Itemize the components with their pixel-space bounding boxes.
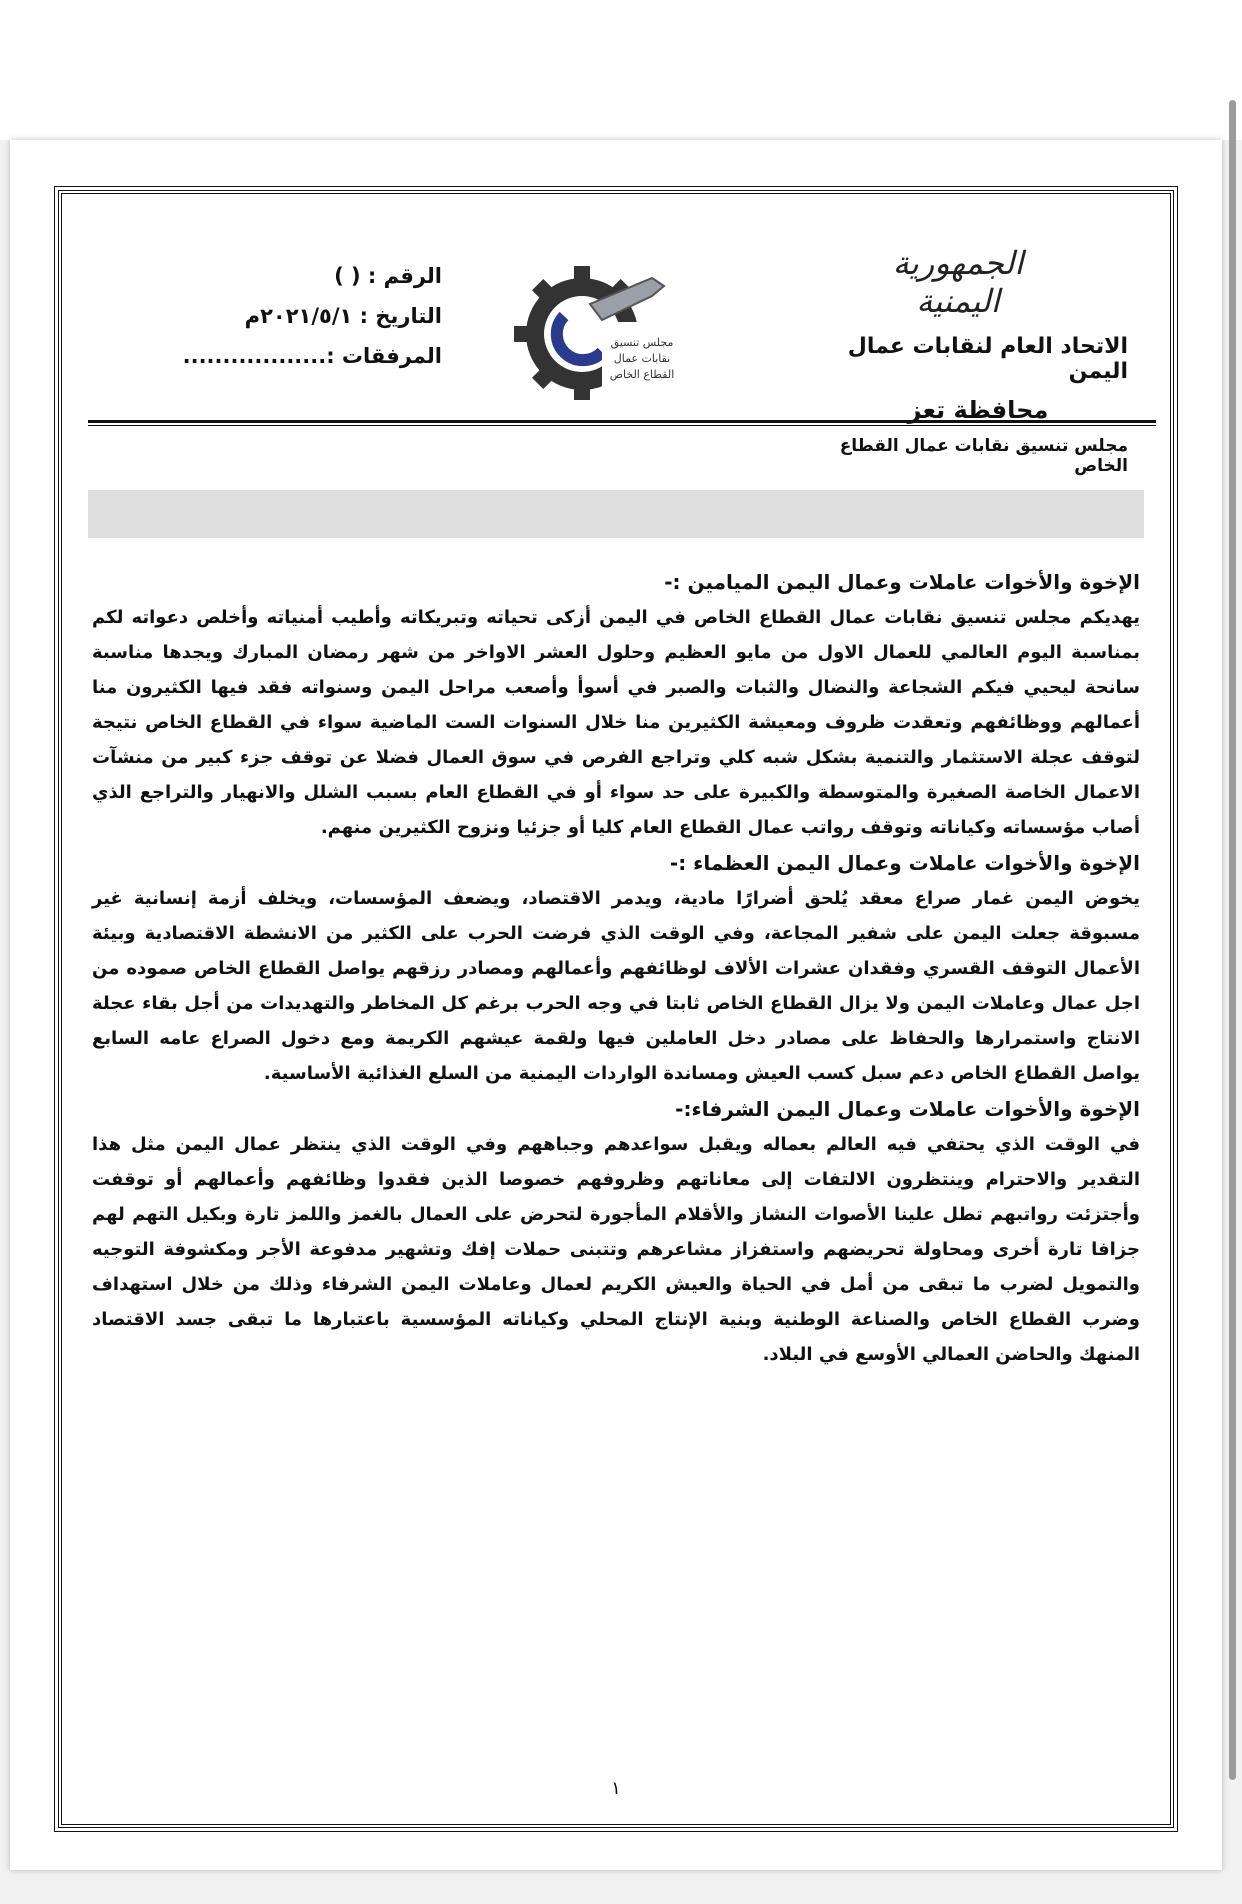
attachments: المرفقات :.................. (182, 344, 442, 368)
section-heading-3: الإخوة والأخوات عاملات وعمال اليمن الشرفاء:- (675, 1097, 1140, 1121)
grey-band (88, 490, 1144, 538)
letter-body (92, 564, 1140, 1372)
letter-date: التاريخ : ٢٠٢١/٥/١م (244, 304, 442, 328)
section-paragraph-2: يخوض اليمن غمار صراع معقد يُلحق أضرارًا مادية، ويدمر الاقتصاد، ويضعف المؤسسات، ويخلف أزمة إنسانية غير مسبوقة جعلت اليمن على شفير المجاعة، وفي الوقت الذي فرضت الحرب على الكثير من الانشطة الاقتصادية وبيئة الأعمال التوقف القسري وفقدان عشرات الألاف لوظائفهم وأعمالهم ومصادر رزقهم يواصل القطاع الخاص صموده من اجل عمال وعاملات اليمن ولا يزال القطاع الخاص ثابتا في وجه الحرب برغم كل المخاطر والتهديدات من أجل بقاء عجلة الانتاج واستمرارها والحفاظ على مصادر دخل العاملين فيها ولقمة عيشهم الكريمة ومع دخول الصراع عامه السابع يواصل القطاع الخاص دعم سبل كسب العيش ومساندة الواردات اليمنية من السلع الغذائية الأساسية. (92, 888, 1140, 1084)
governorate-name: محافظة تعز (907, 396, 1049, 424)
union-name: الاتحاد العام لنقابات عمال اليمن (847, 334, 1128, 384)
section-heading-1: الإخوة والأخوات عاملات وعمال اليمن الميامين :- (664, 570, 1140, 594)
viewer-top-area (0, 0, 1242, 140)
council-gear-logo (502, 256, 682, 406)
letterhead-right (788, 244, 1128, 476)
reference-number: الرقم : ( ) (334, 264, 442, 288)
page-number: ١ (611, 1778, 621, 1799)
section-paragraph-1: يهديكم مجلس تنسيق نقابات عمال القطاع الخاص في اليمن أزكى تحياته وتبريكاته وأطيب أمنياته وأخلص دعواته لكم بمناسبة اليوم العالمي للعمال الاول من مايو العظيم وحلول العشر الاواخر من شهر رمضان المبارك ويجدها مناسبة سانحة ليحيي فيكم الشجاعة والنضال والثبات والصبر في أسوأ وأصعب مراحل اليمن وسنواته فقد فيها الكثيرون منا أعمالهم ووظائفهم وتعقدت ظروف ومعيشة الكثيرين منا خلال السنوات الست الماضية سواء في القطاع الخاص نتيجة لتوقف عجلة الاستثمار والتنمية بشكل شبه كلي وتراجع الفرص في سوق العمال فضلا عن توقف جزء كبير من منشآت الاعمال الخاصة الصغيرة والمتوسطة والكبيرة على حد سواء أو في القطاع العام بسبب الشلل والانهيار والتراجع الذي أصاب مؤسساته وكياناته وتوقف رواتب عمال القطاع العام كليا أو جزئيا ونزوح الكثيرين منهم. (92, 607, 1140, 838)
scrollbar[interactable] (1229, 100, 1236, 1780)
header-divider (88, 420, 1156, 426)
section-paragraph-3: في الوقت الذي يحتفي فيه العالم بعماله ويقبل سواعدهم وجباههم وفي الوقت الذي ينتظر عمال اليمن مثل هذا التقدير والاحترام وينتظرون الالتفات إلى معاناتهم وظروفهم خصوصا الذين فقدوا وظائفهم وأعمالهم أو توقفت وأجتزئت رواتبهم تطل علينا الأصوات النشاز والأقلام المأجورة لتحرض على العمال بالغمز واللمز تارة وبكيل التهم لهم جزافا تارة أخرى ومحاولة تحريضهم واستفزاز مشاعرهم وتتبنى حملات إفك وتشهير مدفوعة الأجر ومكشوفة التوجيه والتمويل لضرب ما تبقى من أمل في الحياة والعيش الكريم لعمال وعاملات اليمن الشرفاء وذلك من خلال استهداف وضرب القطاع الخاص والصناعة الوطنية وبنية الإنتاج المحلي وكياناته المؤسسية باعتبارها ما تبقى جسد الاقتصاد المنهك والحاضن العمالي الأوسع في البلاد. (92, 1134, 1140, 1365)
logo-text-line-1: مجلس تنسيق (610, 336, 674, 349)
document-page (10, 140, 1222, 1870)
section-heading-2: الإخوة والأخوات عاملات وعمال اليمن العظماء :- (669, 851, 1140, 875)
logo-text-line-3: القطاع الخاص (609, 368, 675, 381)
council-name: مجلس تنسيق نقابات عمال القطاع الخاص (839, 436, 1128, 476)
letterhead-left (182, 264, 442, 384)
logo-text-line-2: نقابات عمال (613, 352, 671, 365)
republic-calligraphy: الجمهورية اليمنية (892, 244, 1024, 320)
page-border-frame (58, 190, 1174, 1828)
